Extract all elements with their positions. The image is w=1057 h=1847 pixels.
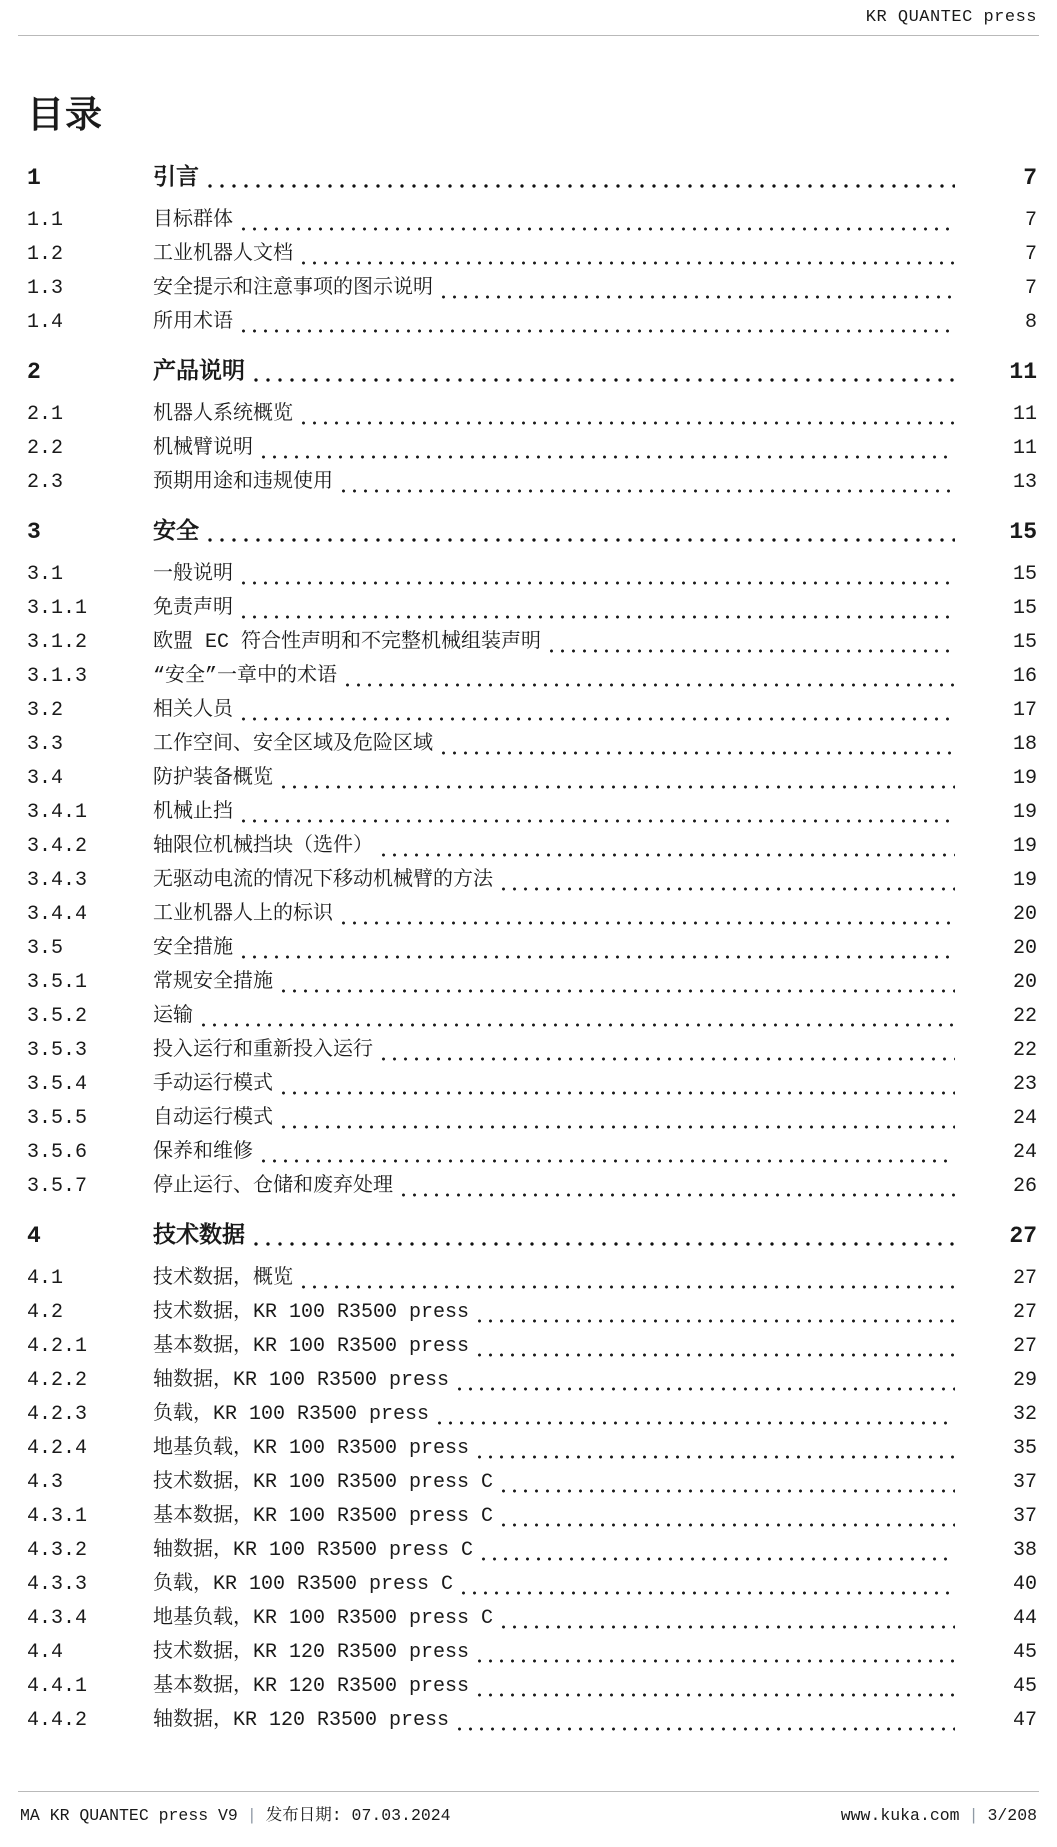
dotted-leader (338, 489, 955, 493)
toc-entry-number: 3.5 (27, 937, 64, 960)
footer-separator: | (246, 1806, 257, 1825)
toc-entry-page-number: 40 (1012, 1573, 1037, 1596)
page-header (18, 0, 1039, 36)
toc-entry-page-number: 15 (1012, 631, 1037, 654)
toc-entry[interactable] (27, 1534, 1037, 1568)
toc-entry-page-number: 37 (1012, 1505, 1037, 1528)
toc-entry[interactable] (27, 432, 1037, 466)
toc-entry-page-number: 19 (1012, 869, 1037, 892)
toc-entry-number: 4.2.2 (27, 1369, 88, 1392)
dotted-leader (258, 1159, 955, 1163)
toc-entry-title: 停止运行、仓储和废弃处理 (153, 1175, 393, 1198)
toc-entry[interactable] (27, 830, 1037, 864)
toc-entry-title: 工业机器人上的标识 (153, 903, 333, 926)
toc-entry-title: 手动运行模式 (153, 1073, 273, 1096)
toc-entry-title: 相关人员 (153, 699, 233, 722)
toc-entry[interactable] (27, 1398, 1037, 1432)
dotted-leader (278, 1125, 955, 1129)
toc-entry-title: 工作空间、安全区域及危险区域 (153, 733, 433, 756)
dotted-leader (238, 329, 955, 333)
toc-entry-page-number: 15 (1012, 597, 1037, 620)
footer-doc-id: MA KR QUANTEC press V9 (20, 1806, 238, 1825)
dotted-leader (258, 455, 955, 459)
dotted-leader (498, 1625, 955, 1629)
toc-entry-page-number: 37 (1012, 1471, 1037, 1494)
dotted-leader (454, 1727, 955, 1731)
toc-entry[interactable] (27, 864, 1037, 898)
toc-entry-number: 3.5.5 (27, 1107, 88, 1130)
dotted-leader (204, 184, 955, 188)
toc-entry-page-number: 7 (1024, 277, 1037, 300)
toc-entry[interactable] (27, 694, 1037, 728)
toc-entry-title: 轴限位机械挡块（选件） (153, 835, 373, 858)
dotted-leader (238, 819, 955, 823)
toc-entry[interactable] (27, 272, 1037, 306)
toc-entry-number: 3.1 (27, 563, 64, 586)
toc-entry[interactable] (27, 1602, 1037, 1636)
toc-entry-page-number: 11 (1009, 359, 1037, 385)
dotted-leader (298, 1285, 955, 1289)
toc-entry[interactable] (27, 306, 1037, 340)
toc-entry-number: 1.3 (27, 277, 64, 300)
toc-entry-number: 3.4.3 (27, 869, 88, 892)
toc-entry-page-number: 27 (1012, 1267, 1037, 1290)
toc-entry-number: 4.4.1 (27, 1675, 88, 1698)
toc-entry-number: 3.2 (27, 699, 64, 722)
toc-entry-page-number: 19 (1012, 835, 1037, 858)
toc-entry-number: 4.3.2 (27, 1539, 88, 1562)
toc-entry-title: 机械止挡 (153, 801, 233, 824)
dotted-leader (438, 295, 955, 299)
toc-entry-title: 所用术语 (153, 311, 233, 334)
toc-entry-number: 1.2 (27, 243, 64, 266)
toc-entry-page-number: 45 (1012, 1641, 1037, 1664)
toc-entry-number: 3.5.2 (27, 1005, 88, 1028)
toc-entry-title: 产品说明 (153, 359, 245, 385)
toc-entry-title: 技术数据，KR 100 R3500 press (153, 1301, 470, 1324)
toc-entry-title: 一般说明 (153, 563, 233, 586)
toc-entry-number: 3.5.7 (27, 1175, 88, 1198)
toc-entry-title: 基本数据，KR 100 R3500 press (153, 1335, 470, 1358)
toc-entry-number: 3.4 (27, 767, 64, 790)
dotted-leader (474, 1455, 955, 1459)
toc-entry[interactable] (27, 514, 1037, 550)
toc-entry-title: 保养和维修 (153, 1141, 253, 1164)
toc-entry-page-number: 44 (1012, 1607, 1037, 1630)
toc-entry-number: 4.2 (27, 1301, 64, 1324)
footer-left (18, 1801, 451, 1825)
dotted-leader (378, 1057, 955, 1061)
dotted-leader (278, 1091, 955, 1095)
toc-entry-page-number: 11 (1012, 437, 1037, 460)
toc-entry-page-number: 17 (1012, 699, 1037, 722)
toc-entry-number: 3.1.2 (27, 631, 88, 654)
toc-entry[interactable] (27, 1170, 1037, 1204)
dotted-leader (498, 1523, 955, 1527)
footer-release-date: 发布日期: 07.03.2024 (265, 1806, 451, 1825)
toc-entry-number: 4.1 (27, 1267, 64, 1290)
toc-entry-page-number: 20 (1012, 937, 1037, 960)
toc-entry-title: 自动运行模式 (153, 1107, 273, 1130)
toc-entry-title: 技术数据 (153, 1223, 245, 1249)
dotted-leader (474, 1353, 955, 1357)
dotted-leader (474, 1319, 955, 1323)
toc-entry[interactable] (27, 558, 1037, 592)
toc-entry[interactable] (27, 966, 1037, 1000)
toc-entry-page-number: 38 (1012, 1539, 1037, 1562)
toc-entry-number: 4.4 (27, 1641, 64, 1664)
footer-right (841, 1806, 1039, 1825)
toc-entry-page-number: 27 (1009, 1223, 1037, 1249)
toc-entry-page-number: 27 (1012, 1301, 1037, 1324)
toc-entry[interactable] (27, 1262, 1037, 1296)
toc-entry-page-number: 15 (1012, 563, 1037, 586)
toc-entry-page-number: 18 (1012, 733, 1037, 756)
dotted-leader (546, 649, 955, 653)
toc-entry-page-number: 22 (1012, 1005, 1037, 1028)
dotted-leader (434, 1421, 955, 1425)
toc-entry[interactable] (27, 1136, 1037, 1170)
toc-entry-title: 预期用途和违规使用 (153, 471, 333, 494)
toc-entry[interactable] (27, 1704, 1037, 1738)
toc-entry-number: 3.4.1 (27, 801, 88, 824)
toc-entry-title: 基本数据，KR 100 R3500 press C (153, 1505, 494, 1528)
toc-entry[interactable] (27, 1102, 1037, 1136)
dotted-leader (238, 615, 955, 619)
toc-entry-title: 无驱动电流的情况下移动机械臂的方法 (153, 869, 493, 892)
toc-entry-title: 负载，KR 100 R3500 press C (153, 1573, 454, 1596)
toc-entry[interactable] (27, 762, 1037, 796)
toc-entry[interactable] (27, 160, 1037, 196)
toc-entry[interactable] (27, 1364, 1037, 1398)
dotted-leader (454, 1387, 955, 1391)
toc-entry-title: 基本数据，KR 120 R3500 press (153, 1675, 470, 1698)
page-title: 目录 (27, 97, 103, 139)
dotted-leader (378, 853, 955, 857)
footer-website: www.kuka.com (840, 1806, 960, 1825)
toc-entry-page-number: 7 (1023, 165, 1037, 191)
toc-entry-number: 1 (27, 165, 41, 191)
toc-entry[interactable] (27, 204, 1037, 238)
toc-entry-page-number: 29 (1012, 1369, 1037, 1392)
toc-entry-number: 4.2.4 (27, 1437, 88, 1460)
toc-entry[interactable] (27, 898, 1037, 932)
toc-entry-number: 2.3 (27, 471, 64, 494)
toc-entry-number: 3 (27, 519, 41, 545)
toc-entry-page-number: 24 (1012, 1107, 1037, 1130)
toc-entry-number: 4.3 (27, 1471, 64, 1494)
toc-entry[interactable] (27, 238, 1037, 272)
toc-entry-title: 常规安全措施 (153, 971, 273, 994)
toc-entry-page-number: 22 (1012, 1039, 1037, 1062)
dotted-leader (398, 1193, 955, 1197)
toc-entry-number: 2 (27, 359, 41, 385)
dotted-leader (198, 1023, 955, 1027)
toc-entry-title: 安全 (153, 519, 199, 545)
dotted-leader (342, 683, 955, 687)
toc-entry-page-number: 19 (1012, 767, 1037, 790)
toc-entry-page-number: 27 (1012, 1335, 1037, 1358)
toc-entry[interactable] (27, 466, 1037, 500)
dotted-leader (278, 785, 955, 789)
toc-entry-number: 3.4.2 (27, 835, 88, 858)
toc-entry[interactable] (27, 1034, 1037, 1068)
dotted-leader (474, 1693, 955, 1697)
dotted-leader (478, 1557, 955, 1561)
toc-entry-number: 3.3 (27, 733, 64, 756)
toc-entry-number: 4.2.1 (27, 1335, 88, 1358)
toc-entry[interactable] (27, 1218, 1037, 1254)
footer-separator: | (968, 1806, 979, 1825)
toc-entry-page-number: 19 (1012, 801, 1037, 824)
toc-entry-page-number: 32 (1012, 1403, 1037, 1426)
toc-entry-number: 1.4 (27, 311, 64, 334)
toc-entry-number: 4.2.3 (27, 1403, 88, 1426)
dotted-leader (498, 887, 955, 891)
toc-entry[interactable] (27, 660, 1037, 694)
toc-entry-number: 3.5.6 (27, 1141, 88, 1164)
dotted-leader (338, 921, 955, 925)
toc-entry-page-number: 20 (1012, 903, 1037, 926)
toc-entry[interactable] (27, 1636, 1037, 1670)
toc-entry[interactable] (27, 728, 1037, 762)
toc-entry-title: 机器人系统概览 (153, 403, 293, 426)
toc-entry-number: 2.2 (27, 437, 64, 460)
dotted-leader (278, 989, 955, 993)
dotted-leader (498, 1489, 955, 1493)
toc-entry-title: 轴数据，KR 120 R3500 press (153, 1709, 450, 1732)
toc-entry-page-number: 16 (1012, 665, 1037, 688)
toc-entry-page-number: 23 (1012, 1073, 1037, 1096)
toc-entry-number: 3.4.4 (27, 903, 88, 926)
toc-entry-number: 3.1.1 (27, 597, 88, 620)
toc-entry-page-number: 7 (1024, 243, 1037, 266)
dotted-leader (474, 1659, 955, 1663)
toc-entry-title: 引言 (153, 165, 199, 191)
toc-entry[interactable] (27, 1670, 1037, 1704)
dotted-leader (458, 1591, 955, 1595)
dotted-leader (250, 1242, 955, 1246)
toc-entry[interactable] (27, 1068, 1037, 1102)
toc-entry-title: 地基负载，KR 100 R3500 press (153, 1437, 470, 1460)
toc-entry-number: 3.5.4 (27, 1073, 88, 1096)
toc-entry[interactable] (27, 1432, 1037, 1466)
toc-entry-number: 2.1 (27, 403, 64, 426)
toc-entry-title: 投入运行和重新投入运行 (153, 1039, 373, 1062)
toc-entry-number: 1.1 (27, 209, 64, 232)
toc-entry-number: 4 (27, 1223, 41, 1249)
toc-entry-page-number: 26 (1012, 1175, 1037, 1198)
toc-entry-page-number: 47 (1012, 1709, 1037, 1732)
toc-entry-page-number: 7 (1024, 209, 1037, 232)
dotted-leader (298, 421, 955, 425)
page-footer (18, 1791, 1039, 1825)
toc-entry[interactable] (27, 796, 1037, 830)
toc-entry-number: 3.5.3 (27, 1039, 88, 1062)
toc-entry-number: 4.3.3 (27, 1573, 88, 1596)
toc-entry-page-number: 15 (1009, 519, 1037, 545)
toc-entry-title: 免责声明 (153, 597, 233, 620)
toc-entry-title: 负载，KR 100 R3500 press (153, 1403, 430, 1426)
toc-entry-page-number: 11 (1012, 403, 1037, 426)
header-product-name: KR QUANTEC press (865, 8, 1037, 27)
dotted-leader (238, 581, 955, 585)
toc-entry-page-number: 24 (1012, 1141, 1037, 1164)
toc-entry-title: 轴数据，KR 100 R3500 press C (153, 1539, 474, 1562)
toc-entry-title: 技术数据，KR 100 R3500 press C (153, 1471, 494, 1494)
toc-entry-title: 技术数据，概览 (153, 1267, 293, 1290)
toc-entry-page-number: 45 (1012, 1675, 1037, 1698)
toc-entry-title: 目标群体 (153, 209, 233, 232)
dotted-leader (238, 955, 955, 959)
toc-entry-title: 欧盟 EC 符合性声明和不完整机械组装声明 (153, 631, 542, 654)
toc-entry[interactable] (27, 626, 1037, 660)
toc-entry[interactable] (27, 1500, 1037, 1534)
toc-entry-title: 安全提示和注意事项的图示说明 (153, 277, 433, 300)
toc-entry-title: 安全措施 (153, 937, 233, 960)
toc-entry[interactable] (27, 1000, 1037, 1034)
dotted-leader (250, 378, 955, 382)
toc-entry-number: 4.3.1 (27, 1505, 88, 1528)
dotted-leader (238, 227, 955, 231)
toc-entry[interactable] (27, 1466, 1037, 1500)
toc-entry-title: “安全”一章中的术语 (153, 665, 338, 688)
toc-entry-number: 4.4.2 (27, 1709, 88, 1732)
dotted-leader (298, 261, 955, 265)
dotted-leader (438, 751, 955, 755)
toc-entry[interactable] (27, 1330, 1037, 1364)
toc-entry-title: 防护装备概览 (153, 767, 273, 790)
toc-entry-page-number: 35 (1012, 1437, 1037, 1460)
toc-entry[interactable] (27, 592, 1037, 626)
toc-entry[interactable] (27, 354, 1037, 390)
dotted-leader (238, 717, 955, 721)
toc-entry-page-number: 20 (1012, 971, 1037, 994)
toc-entry-title: 运输 (153, 1005, 193, 1028)
toc-entry-number: 4.3.4 (27, 1607, 88, 1630)
toc-entry-number: 3.1.3 (27, 665, 88, 688)
dotted-leader (204, 538, 955, 542)
toc-entry-title: 机械臂说明 (153, 437, 253, 460)
toc-entry[interactable] (27, 1568, 1037, 1602)
toc-entry-title: 轴数据，KR 100 R3500 press (153, 1369, 450, 1392)
toc-entry[interactable] (27, 1296, 1037, 1330)
toc-entry-page-number: 13 (1012, 471, 1037, 494)
toc-entry[interactable] (27, 398, 1037, 432)
toc-list (27, 146, 1037, 1738)
toc-entry-title: 地基负载，KR 100 R3500 press C (153, 1607, 494, 1630)
toc-entry[interactable] (27, 932, 1037, 966)
toc-entry-page-number: 8 (1024, 311, 1037, 334)
footer-page-indicator: 3/208 (987, 1806, 1037, 1825)
toc-entry-title: 工业机器人文档 (153, 243, 293, 266)
toc-entry-number: 3.5.1 (27, 971, 88, 994)
toc-entry-title: 技术数据，KR 120 R3500 press (153, 1641, 470, 1664)
